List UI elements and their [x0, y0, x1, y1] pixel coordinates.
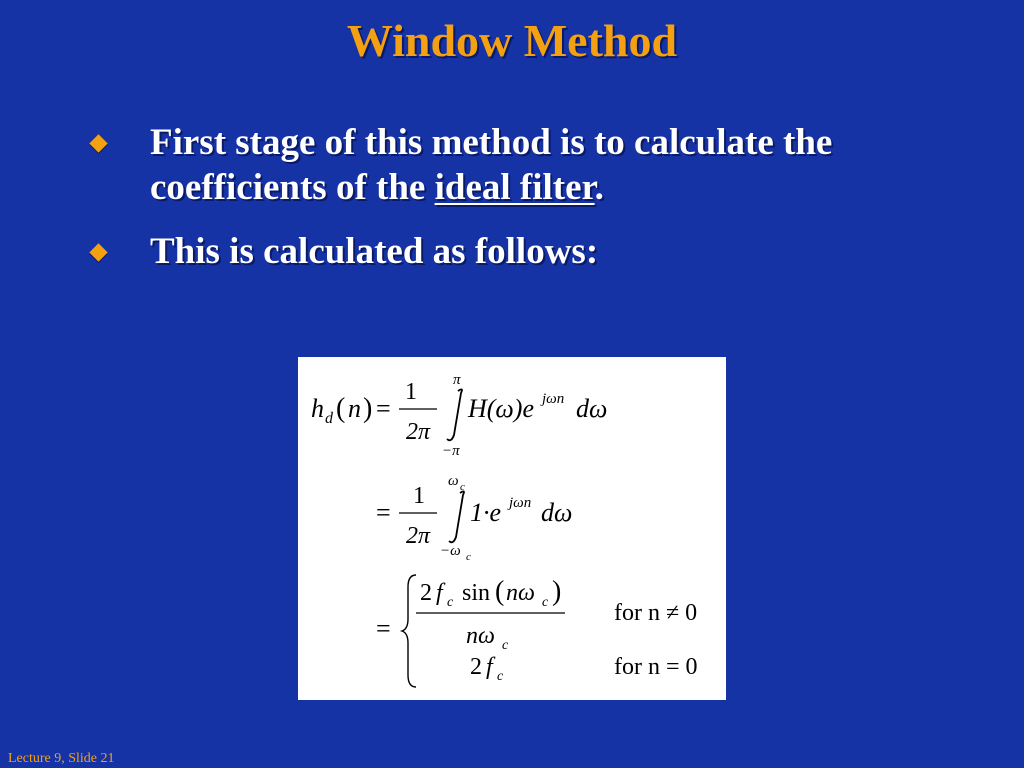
eq-limit-upper-2: ω — [448, 473, 459, 489]
case1-lparen: ( — [495, 576, 505, 607]
eq-limit-lower-1: −π — [442, 443, 460, 459]
eq-lhs-subscript: d — [325, 410, 333, 427]
cases-brace — [402, 575, 416, 687]
equation-image — [298, 357, 726, 700]
case2-condition: for n = 0 — [614, 654, 698, 680]
eq-equals-1: = — [376, 394, 391, 423]
eq-limit-upper-1: π — [453, 372, 461, 388]
case1-num-arg: nω — [506, 580, 535, 606]
ideal-filter-link[interactable]: ideal filter — [434, 167, 595, 208]
case1-num-sin: sin — [462, 580, 491, 606]
case1-den-sub: c — [502, 638, 509, 653]
eq-integrand-2: 1·e — [470, 498, 502, 527]
eq-limit-lower-2-sub: c — [466, 551, 471, 563]
equation-figure — [298, 357, 726, 700]
eq-frac-den-1: 2π — [405, 419, 431, 445]
eq-frac-den-2: 2π — [405, 523, 431, 549]
bullet-text — [150, 120, 950, 210]
eq-limit-lower-2: −ω — [440, 543, 461, 559]
eq-lhs-h: h — [311, 394, 324, 423]
eq-exponent-2: jωn — [509, 495, 532, 511]
diamond-bullet-icon — [89, 243, 107, 261]
eq-rparen: ) — [363, 393, 373, 424]
case1-num-f-sub: c — [447, 595, 454, 610]
case1-condition: for n ≠ 0 — [614, 600, 698, 626]
eq-differential-1: dω — [576, 394, 608, 423]
bullet-text-period: . — [594, 167, 604, 208]
case1-num-2: 2 — [420, 580, 432, 606]
eq-limit-upper-2-sub: c — [460, 481, 465, 493]
case1-num-arg-sub: c — [542, 595, 549, 610]
case1-num-f: f — [436, 580, 443, 606]
bullet-list — [0, 0, 1024, 300]
bullet-text-part: First stage of this method is to calculate the coefficients of the — [150, 122, 833, 208]
eq-lhs-n: n — [348, 394, 361, 423]
eq-equals-3: = — [376, 614, 391, 643]
eq-equals-2: = — [376, 498, 391, 527]
eq-exponent-1: jωn — [542, 391, 565, 407]
case2-2: 2 — [470, 654, 482, 680]
integral-sign-1 — [447, 389, 462, 440]
integral-sign-2 — [449, 491, 464, 542]
case2-f: f — [486, 654, 493, 680]
slide-footer: Lecture 9, Slide 21 — [8, 751, 115, 766]
eq-differential-2: dω — [541, 498, 573, 527]
eq-lparen: ( — [336, 393, 346, 424]
eq-frac-num-1: 1 — [405, 379, 417, 405]
slide-title: Window Method — [346, 15, 678, 66]
eq-integrand-1: H(ω)e — [468, 394, 534, 423]
case1-den: nω — [466, 623, 495, 649]
diamond-bullet-icon — [89, 134, 107, 152]
case1-rparen: ) — [552, 576, 562, 607]
bullet-text: This is calculated as follows: — [150, 231, 599, 272]
case2-f-sub: c — [497, 669, 504, 684]
eq-frac-num-2: 1 — [413, 483, 425, 509]
